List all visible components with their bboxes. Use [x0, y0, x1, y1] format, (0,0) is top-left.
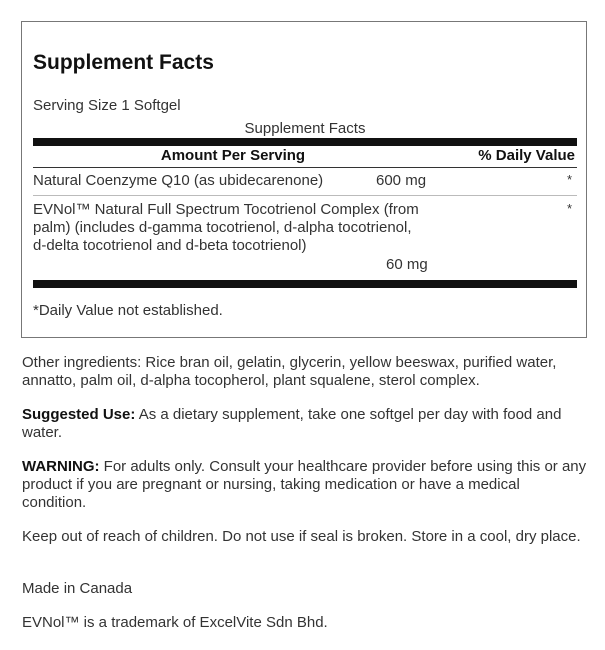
ingredient-amount: 600 mg	[376, 172, 427, 189]
ingredient-amount: 60 mg	[386, 256, 428, 273]
supplement-facts-panel	[21, 21, 587, 338]
bottom-thick-divider	[33, 280, 577, 288]
facts-title: Supplement Facts	[33, 51, 214, 74]
trademark-notice: EVNol™ is a trademark of ExcelVite Sdn Bhd.	[22, 614, 328, 631]
top-thick-divider	[33, 138, 577, 146]
header-divider	[33, 167, 577, 168]
table-caption: Supplement Facts	[244, 120, 366, 137]
ingredient-daily-value: *	[566, 201, 572, 216]
warning-text: For adults only. Consult your healthcare provider before using this or any product if you are pregnant or nursing, taking medication or have a medical condition.	[22, 458, 587, 511]
header-daily-value: % Daily Value	[478, 147, 575, 164]
daily-value-footnote: *Daily Value not established.	[33, 302, 223, 319]
row-divider	[33, 195, 577, 196]
ingredient-daily-value: *	[566, 172, 572, 187]
warning	[22, 458, 587, 512]
suggested-use	[22, 406, 587, 442]
other-ingredients: Other ingredients: Rice bran oil, gelatin, glycerin, yellow beeswax, purified water, annatto, palm oil, d-alpha tocopherol, plant squalene, sterol complex.	[22, 354, 557, 389]
suggested-use-label: Suggested Use:	[22, 406, 136, 423]
header-amount-per-serving: Amount Per Serving	[160, 147, 306, 164]
ingredient-name: Natural Coenzyme Q10 (as ubidecarenone)	[33, 172, 324, 189]
suggested-use-text: As a dietary supplement, take one softgel per day with food and water.	[22, 406, 562, 441]
storage-instructions: Keep out of reach of children. Do not use if seal is broken. Store in a cool, dry place.	[22, 528, 581, 545]
made-in: Made in Canada	[22, 580, 133, 597]
ingredient-name: EVNol™ Natural Full Spectrum Tocotrienol Complex (from palm) (includes d-gamma tocotrienol, d-alpha tocotrienol, d-delta tocotrienol and d-beta tocotrienol)	[33, 201, 419, 254]
warning-label: WARNING:	[22, 458, 100, 475]
serving-size: Serving Size 1 Softgel	[33, 97, 181, 114]
